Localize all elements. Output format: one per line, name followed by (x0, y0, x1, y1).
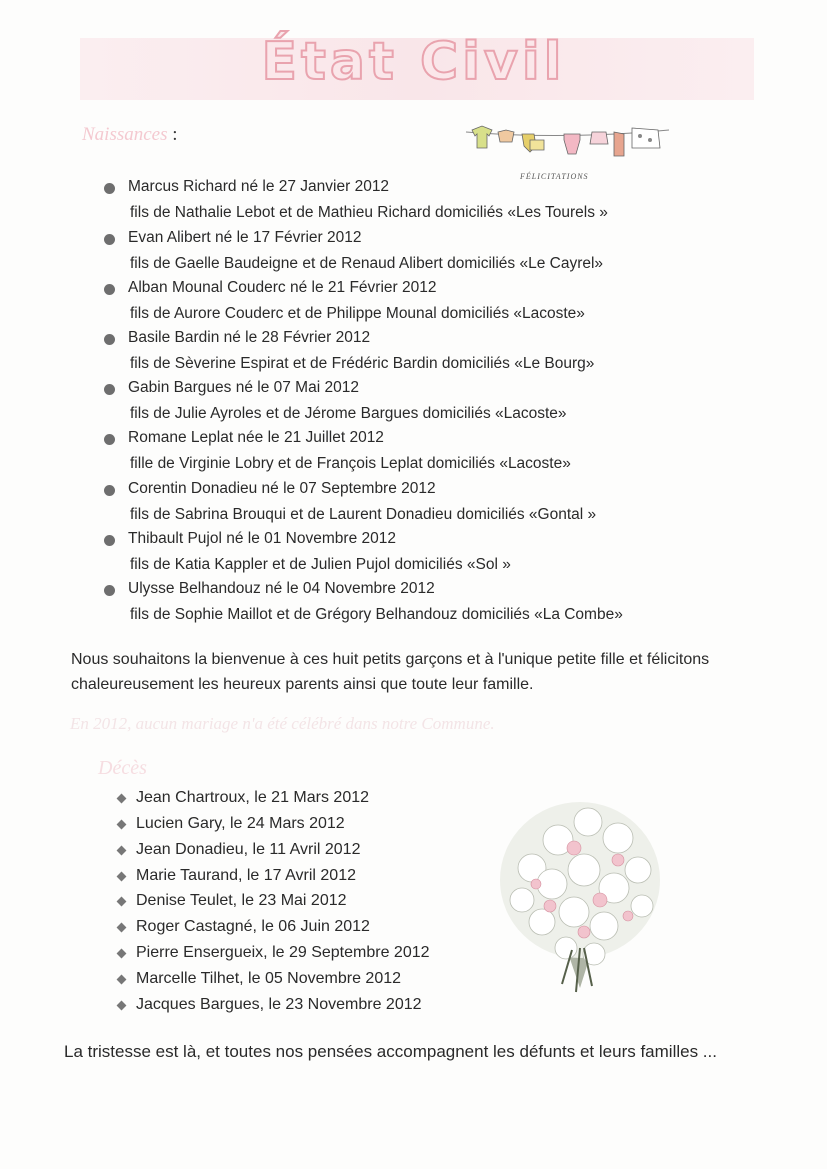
diamond-bullet-icon (117, 872, 127, 882)
birth-name-date: Marcus Richard né le 27 Janvier 2012 (128, 178, 390, 195)
diamond-bullet-icon (117, 794, 127, 804)
bullet-icon (104, 485, 115, 496)
birth-parents: fils de Gaelle Baudeigne et de Renaud Alibert domiciliés «Le Cayrel» (130, 255, 604, 272)
birth-parents: fille de Virginie Lobry et de François Leplat domiciliés «Lacoste» (130, 455, 571, 472)
bullet-icon (104, 334, 115, 345)
birth-name-date: Thibault Pujol né le 01 Novembre 2012 (128, 530, 396, 547)
bullet-icon (104, 183, 115, 194)
birth-name-date: Romane Leplat née le 21 Juillet 2012 (128, 429, 384, 446)
welcome-paragraph: Nous souhaitons la bienvenue à ces huit petits garçons et à l'unique petite fille et félicitons chaleureusement les heureux parents ainsi que toute leur famille. (71, 651, 710, 693)
bullet-icon (104, 434, 115, 445)
birth-name-date: Ulysse Belhandouz né le 04 Novembre 2012 (128, 580, 435, 597)
birth-parents: fils de Aurore Couderc et de Philippe Mounal domiciliés «Lacoste» (130, 305, 585, 322)
birth-parents: fils de Nathalie Lebot et de Mathieu Richard domiciliés «Les Tourels » (130, 204, 608, 221)
death-entry: Lucien Gary, le 24 Mars 2012 (136, 815, 345, 832)
death-entry: Jacques Bargues, le 23 Novembre 2012 (136, 996, 422, 1013)
birth-name-date: Gabin Bargues né le 07 Mai 2012 (128, 379, 359, 396)
death-entry: Denise Teulet, le 23 Mai 2012 (136, 892, 347, 909)
bullet-icon (104, 234, 115, 245)
birth-parents: fils de Sèverine Espirat et de Frédéric Bardin domiciliés «Le Bourg» (130, 355, 595, 372)
death-entry: Roger Castagné, le 06 Juin 2012 (136, 918, 370, 935)
death-entry: Jean Donadieu, le 11 Avril 2012 (136, 841, 361, 858)
clothesline-caption: FÉLICITATIONS (520, 172, 589, 181)
diamond-bullet-icon (117, 846, 127, 856)
bullet-icon (104, 535, 115, 546)
flower-bouquet-illustration (492, 788, 668, 994)
births-heading (82, 124, 178, 146)
baby-clothesline-illustration (464, 118, 674, 174)
bullet-icon (104, 585, 115, 596)
birth-parents: fils de Sabrina Brouqui et de Laurent Donadieu domiciliés «Gontal » (130, 506, 597, 523)
death-entry: Jean Chartroux, le 21 Mars 2012 (136, 789, 370, 806)
births-heading-colon: : (172, 124, 178, 145)
bullet-icon (104, 284, 115, 295)
death-entry: Marie Taurand, le 17 Avril 2012 (136, 867, 356, 884)
page-title: État Civil (261, 32, 566, 92)
birth-name-date: Alban Mounal Couderc né le 21 Février 2012 (128, 279, 437, 296)
diamond-bullet-icon (117, 1001, 127, 1011)
diamond-bullet-icon (117, 949, 127, 959)
condolence-paragraph: La tristesse est là, et toutes nos pensées accompagnent les défunts et leurs familles ... (64, 1042, 717, 1061)
diamond-bullet-icon (117, 897, 127, 907)
birth-name-date: Evan Alibert né le 17 Février 2012 (128, 229, 362, 246)
birth-name-date: Corentin Donadieu né le 07 Septembre 2012 (128, 480, 436, 497)
diamond-bullet-icon (117, 820, 127, 830)
death-entry: Marcelle Tilhet, le 05 Novembre 2012 (136, 970, 402, 987)
death-entry: Pierre Ensergueix, le 29 Septembre 2012 (136, 944, 430, 961)
birth-parents: fils de Julie Ayroles et de Jérome Bargues domiciliés «Lacoste» (130, 405, 567, 422)
diamond-bullet-icon (117, 923, 127, 933)
birth-parents: fils de Sophie Maillot et de Grégory Belhandouz domiciliés «La Combe» (130, 606, 623, 623)
birth-name-date: Basile Bardin né le 28 Février 2012 (128, 329, 371, 346)
deaths-heading: Décès (98, 757, 147, 779)
marriages-note: En 2012, aucun mariage n'a été célébré dans notre Commune. (70, 714, 495, 733)
births-heading-label: Naissances (82, 124, 168, 145)
birth-parents: fils de Katia Kappler et de Julien Pujol domiciliés «Sol » (130, 556, 511, 573)
bullet-icon (104, 384, 115, 395)
diamond-bullet-icon (117, 975, 127, 985)
